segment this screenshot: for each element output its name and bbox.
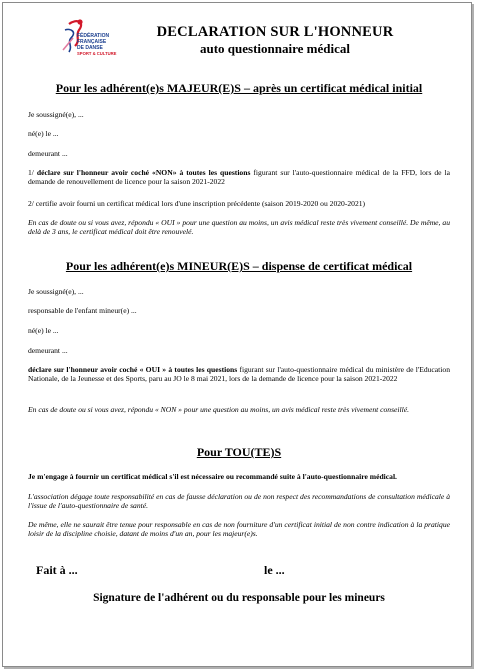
advice-note-mineur: En cas de doute ou si vous avez, répondu « NON » pour une question au moins, un avis médical reste très vivement conseillé. xyxy=(28,405,410,414)
declaration-rest-text: figurant sur l'auto-questionnaire médical du ministère de l'Education Nationale, de la Jeunesse et des Sports, paru au JO le 8 mai 2021, lors de la demande de licence pour la saison 2021-2022 xyxy=(28,365,450,384)
declaration-number: 1/ xyxy=(28,168,37,177)
logo-line-3: DE DANSE xyxy=(77,45,103,51)
fait-a-field: Fait à ... xyxy=(36,563,78,577)
federation-logo xyxy=(55,16,127,72)
certificate-disclaimer: De même, elle ne saurait être tenue pour responsable en cas de non fourniture d'un certificat initial de non contre indication à la pratique loisir de la discipline choisie, datant de moins d'un an, pour les majeur(e)s. xyxy=(28,520,450,539)
engagement-text: Je m'engage à fournir un certificat médical s'il est nécessaire ou recommandé suite à l'auto-questionnaire médical. xyxy=(28,472,397,481)
section-heading-tous: Pour TOU(TE)S xyxy=(196,445,282,459)
declaration-paragraph-majeur xyxy=(28,168,450,187)
field-soussigne-majeur: Je soussigné(e), ... xyxy=(28,110,84,119)
field-ne-le-majeur: né(e) le ... xyxy=(28,129,59,138)
declaration-rest-text: figurant sur l'auto-questionnaire médical de la FFD, lors de la demande de renouvellement de licence pour la saison 2021-2022 xyxy=(28,168,450,187)
field-responsable-mineur: responsable de l'enfant mineur(e) ... xyxy=(28,306,137,315)
date-field: le ... xyxy=(264,563,285,577)
logo-line-4: SPORT & CULTURE xyxy=(77,51,117,56)
field-demeurant-mineur: demeurant ... xyxy=(28,346,68,355)
logo-line-2: FRANÇAISE xyxy=(77,39,107,45)
document-title: DECLARATION SUR L'HONNEUR xyxy=(156,24,394,40)
association-disclaimer: L'association dégage toute responsabilité en cas de fausse déclaration ou de non respect des recommandations de consultation médicale à l'issue de l'auto-questionnaire de santé. xyxy=(28,492,450,511)
document-subtitle: auto questionnaire médical xyxy=(200,41,350,56)
logo-line-1: FÉDÉRATION xyxy=(77,33,110,39)
section-heading-majeurs: Pour les adhérent(e)s MAJEUR(E)S – après un certificat médical initial xyxy=(55,81,423,95)
declaration-paragraph-mineur xyxy=(28,365,450,384)
field-soussigne-mineur: Je soussigné(e), ... xyxy=(28,287,84,296)
signature-label: Signature de l'adhérent ou du responsable pour les mineurs xyxy=(93,592,385,604)
field-ne-le-mineur: né(e) le ... xyxy=(28,326,59,335)
advice-note-majeur: En cas de doute ou si vous avez, répondu « OUI » pour une question au moins, un avis médical reste très vivement conseillé. De même, au delà de 3 ans, le certificat médical doit être renouvelé. xyxy=(28,218,450,237)
field-demeurant-majeur: demeurant ... xyxy=(28,149,68,158)
certificate-paragraph-majeur: 2/ certifie avoir fourni un certificat médical lors d'une inscription précédente (saison 2019-2020 ou 2020-2021) xyxy=(28,199,366,208)
declaration-bold-text: déclare sur l'honneur avoir coché «NON» à toutes les questions xyxy=(36,168,251,177)
section-heading-mineurs: Pour les adhérent(e)s MINEUR(E)S – dispense de certificat médical xyxy=(65,259,413,273)
declaration-bold-text: déclare sur l'honneur avoir coché « OUI » à toutes les questions xyxy=(28,365,238,374)
